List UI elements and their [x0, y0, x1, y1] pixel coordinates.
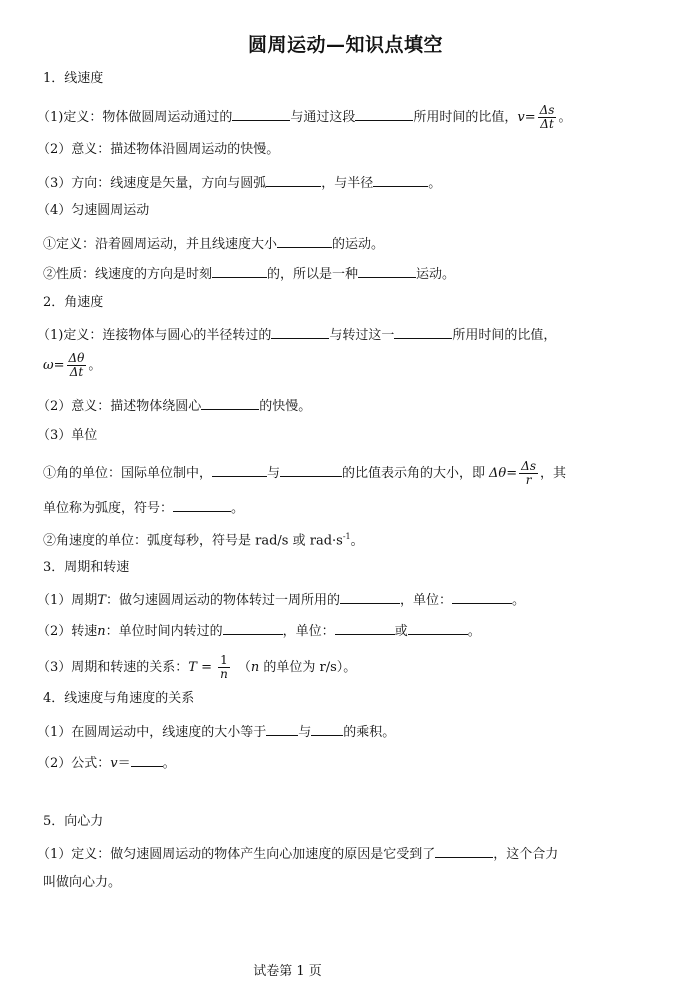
s1-def-text-b: 与通过这段: [290, 110, 356, 125]
s1-ud-text-b: 的运动。: [332, 237, 385, 252]
s3-spd-text-e: 。: [467, 624, 481, 639]
s1-dir-text-c: 。: [428, 176, 442, 191]
s5-def-text-a: （1）定义：做匀速圆周运动的物体产生向心加速度的原因是它受到了: [37, 847, 436, 862]
s1-uniform-definition: [43, 233, 384, 254]
section-3-heading: 3．周期和转速: [43, 560, 130, 575]
symbol-n: n: [250, 660, 260, 675]
s1-uniform-circular: （4）匀速圆周运动: [37, 203, 150, 218]
fraction-numerator: Δs: [539, 103, 555, 117]
formula-eq: =: [524, 110, 536, 125]
s2-def-text-a: （1)定义：连接物体与圆心的半径转过的: [37, 328, 272, 343]
s1-def-text-a: （1)定义：物体做圆周运动通过的: [37, 110, 233, 125]
blank-s1-arc-2[interactable]: [355, 106, 413, 121]
s3-per-text-c: ，单位：: [399, 593, 452, 608]
blank-s5-net-force[interactable]: [435, 843, 493, 858]
s2-radian: [43, 497, 244, 518]
blank-s1-speed-magnitude[interactable]: [277, 233, 332, 248]
blank-s4-angular-velocity[interactable]: [311, 721, 343, 736]
s1-dir-text-b: ，与半径: [321, 176, 374, 191]
formula-eq: =: [53, 358, 65, 373]
s2-au-text-b: 与: [267, 466, 281, 481]
blank-s2-angle-2[interactable]: [394, 324, 452, 339]
s1-def-end: 。: [558, 110, 572, 125]
s3-spd-text-d: 或: [394, 624, 408, 639]
s4-formula: [37, 752, 176, 773]
s2-mean-text-a: （2）意义：描述物体绕圆心: [37, 399, 202, 414]
blank-s2-radius[interactable]: [280, 462, 342, 477]
s1-up-text-c: 运动。: [416, 267, 456, 282]
section-1-heading: 1．线速度: [43, 71, 104, 86]
s4-form-text-c: 。: [162, 756, 176, 771]
blank-s1-direction-radius[interactable]: [373, 172, 428, 187]
s3-rel-text-a: （3）周期和转速的关系：: [37, 660, 189, 675]
s1-meaning: （2）意义：描述物体沿圆周运动的快慢。: [37, 142, 280, 157]
section-2-heading: 2．角速度: [43, 295, 104, 310]
s2-def-text-b: 与转过这一: [329, 328, 395, 343]
s2-rad-text-a: 单位称为弧度，符号：: [43, 501, 174, 516]
fraction-denominator: n: [220, 667, 228, 681]
fraction-denominator: Δt: [540, 117, 554, 131]
symbol-T: T: [97, 593, 106, 608]
symbol-n: n: [97, 624, 106, 639]
s3-per-text-a: （1）周期: [37, 593, 98, 608]
formula-v: v: [517, 110, 525, 125]
formula-dtheta: Δθ: [489, 466, 507, 481]
s2-rad-text-b: 。: [231, 501, 245, 516]
fraction-denominator: r: [525, 473, 532, 487]
s3-relation: [37, 654, 356, 681]
s1-uniform-property: [43, 263, 455, 284]
fraction-ds-r: [519, 460, 538, 487]
blank-s3-period-unit[interactable]: [452, 589, 512, 604]
s2-mean-text-b: 的快慢。: [259, 399, 312, 414]
s2-meaning: [37, 395, 311, 416]
s1-dir-text-a: （3）方向：线速度是矢量，方向与圆弧: [37, 176, 267, 191]
s1-definition: [37, 104, 571, 131]
fraction-numerator: Δθ: [68, 351, 85, 365]
s3-per-text-d: 。: [511, 593, 525, 608]
s3-rel-text-b: （: [237, 660, 251, 675]
fraction-denominator: Δt: [69, 365, 84, 379]
s2-angular-unit: [43, 528, 364, 550]
blank-s2-rotation[interactable]: [201, 395, 259, 410]
s2-def-text-c: 所用时间的比值，: [452, 328, 557, 343]
s1-def-text-c: 所用时间的比值，: [413, 110, 518, 125]
s2-angu-text-a: ②角速度的单位：弧度每秒，符号是 rad/s 或 rad·s: [43, 533, 343, 549]
symbol-v: v: [110, 756, 118, 771]
s4-relation: [37, 721, 395, 742]
blank-s2-angle[interactable]: [271, 324, 329, 339]
s2-formula-end: 。: [88, 358, 102, 373]
fraction-numerator: Δs: [521, 459, 536, 473]
s3-spd-text-b: ：单位时间内转过的: [105, 624, 223, 639]
blank-s1-direction-change[interactable]: [212, 263, 267, 278]
s3-period: [37, 589, 525, 610]
s2-au-text-c: 的比值表示角的大小，即: [342, 466, 486, 481]
blank-s2-arc-length[interactable]: [212, 462, 267, 477]
fraction-ds-dt: [538, 104, 557, 131]
s3-spd-text-a: （2）转速: [37, 624, 98, 639]
formula-omega: ω: [43, 358, 54, 373]
formula-eq: =: [506, 466, 518, 481]
symbol-T: T: [188, 660, 197, 675]
s5-definition: [37, 843, 558, 864]
s1-direction: [37, 172, 441, 193]
s2-formula-omega: [43, 352, 101, 379]
page-title: 圆周运动—知识点填空: [247, 34, 443, 56]
section-4-heading: 4．线速度与角速度的关系: [43, 691, 195, 706]
blank-s4-formula[interactable]: [131, 752, 163, 767]
s4-form-text-b: ＝: [117, 756, 131, 771]
fraction-numerator: 1: [218, 654, 230, 668]
fraction-dtheta-dt: [67, 352, 87, 379]
blank-s3-unit-1[interactable]: [335, 620, 395, 635]
superscript: -1: [342, 532, 351, 541]
s2-angu-text-b: 。: [350, 533, 364, 549]
blank-s1-motion-type[interactable]: [358, 263, 416, 278]
s1-up-text-a: ②性质：线速度的方向是时刻: [43, 267, 213, 282]
page-footer: 试卷第 1 页: [253, 964, 322, 979]
s2-angle-unit: [43, 460, 566, 487]
blank-s3-turns[interactable]: [223, 620, 283, 635]
s3-per-text-b: ：做匀速圆周运动的物体转过一周所用的: [105, 593, 340, 608]
s4-rel-text-b: 与: [298, 725, 312, 740]
s2-au-text-a: ①角的单位：国际单位制中，: [43, 466, 213, 481]
blank-s4-radius[interactable]: [266, 721, 298, 736]
s5-definition-cont: 叫做向心力。: [43, 875, 122, 890]
s4-rel-text-a: （1）在圆周运动中，线速度的大小等于: [37, 725, 267, 740]
fraction-1-n: [218, 654, 230, 681]
s2-definition: [37, 324, 556, 345]
s4-rel-text-c: 的乘积。: [343, 725, 396, 740]
s2-units: （3）单位: [37, 428, 98, 443]
s3-speed: [37, 620, 481, 641]
s3-spd-text-c: ，单位：: [282, 624, 335, 639]
blank-s2-radian-symbol[interactable]: [173, 497, 231, 512]
blank-s1-arc[interactable]: [232, 106, 290, 121]
s5-def-text-b: ，这个合力: [493, 847, 559, 862]
s1-up-text-b: 的，所以是一种: [267, 267, 359, 282]
blank-s3-unit-2[interactable]: [408, 620, 468, 635]
blank-s3-period-time[interactable]: [340, 589, 400, 604]
s1-ud-text-a: ①定义：沿着圆周运动，并且线速度大小: [43, 237, 278, 252]
s3-rel-text-c: 的单位为 r/s）。: [259, 660, 357, 675]
formula-eq: =: [196, 660, 217, 675]
section-5-heading: 5．向心力: [43, 814, 104, 829]
blank-s1-direction-arc[interactable]: [266, 172, 321, 187]
s2-au-text-e: ，其: [540, 466, 567, 481]
s4-form-text-a: （2）公式：: [37, 756, 111, 771]
